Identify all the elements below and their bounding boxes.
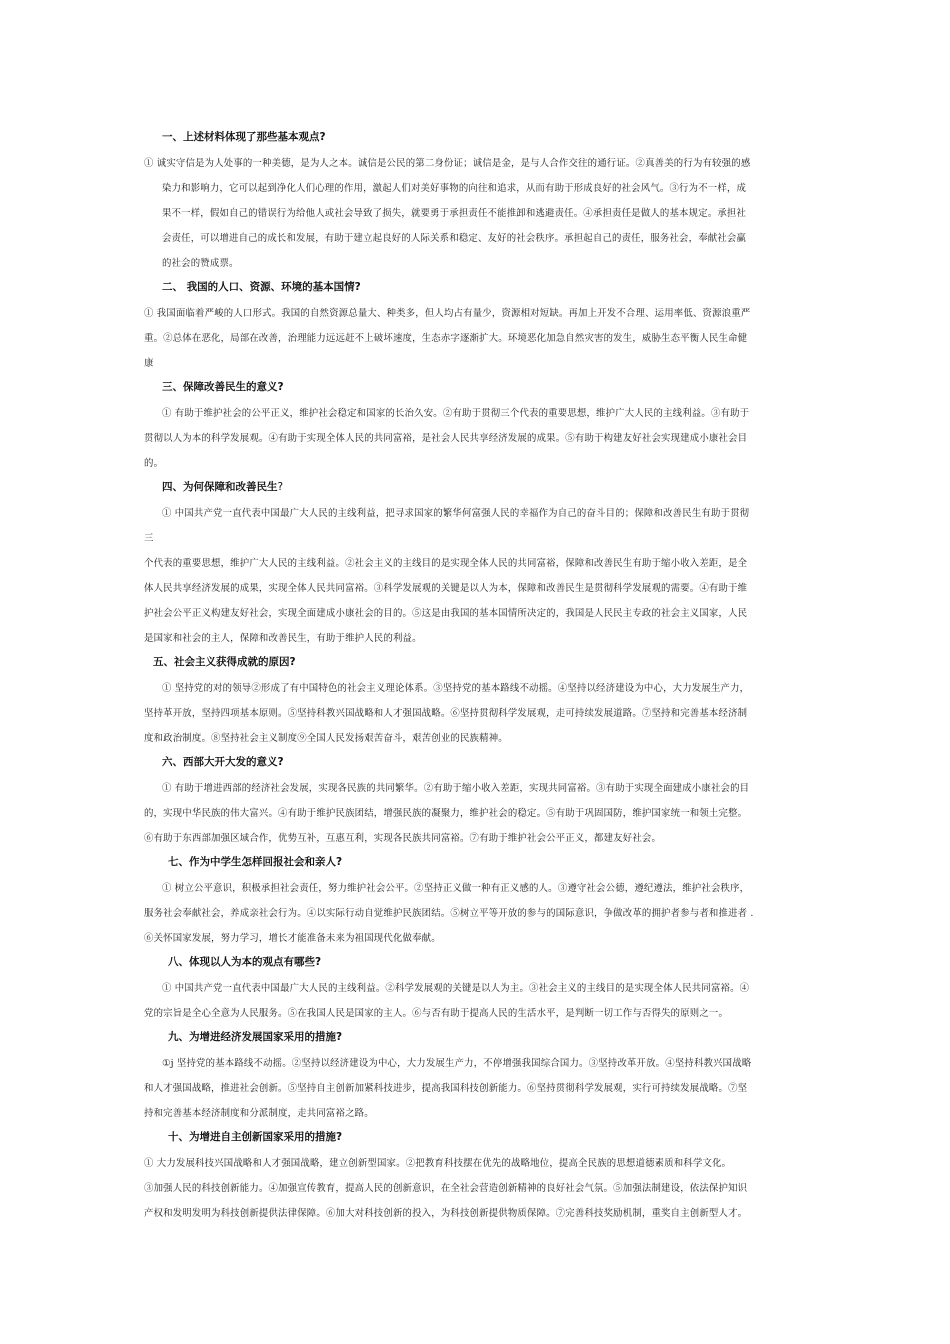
- section-5-line-2: 坚持革开放，坚持四项基本原则。⑤坚持科教兴国战略和人才强国战略。⑥坚持贯彻科学发展观，走可持续发展道路。⑦坚持和完善基本经济制: [144, 708, 748, 719]
- section-1-line-1: ① 诚实守信是为人处事的一种美德，是为人之本。诚信是公民的第二身份证；诚信是金，是与人合作交往的通行证。②真善美的行为有较强的感: [144, 158, 751, 169]
- section-4-heading: [162, 479, 283, 494]
- section-4-line-2: 三: [144, 533, 154, 544]
- section-5-line-1: ① 坚持党的对的领导②形成了有中国特色的社会主义理论体系。③坚持党的基本路线不动摇。④坚持以经济建设为中心，大力发展生产力，: [162, 683, 750, 694]
- section-9-line-2: 和人才强国战略，推进社会创新。⑤坚持自主创新加紧科技进步，提高我国科技创新能力。⑥坚持贯彻科学发展观，实行可持续发展战略。⑦坚: [144, 1083, 748, 1094]
- section-10-line-2: ③加强人民的科技创新能力。④加强宣传教育，提高人民的创新意识，在全社会营造创新精神的良好社会气氛。⑤加强法制建设，依法保护知识: [144, 1183, 748, 1194]
- section-7-line-1: ① 树立公平意识，积极承担社会责任，努力维护社会公平。②坚持正义做一种有正义感的人。③遵守社会公德，遵纪遵法，维护社会秩序，: [162, 883, 750, 894]
- section-6-line-1: ① 有助于增进西部的经济社会发展，实现各民族的共同繁华。②有助于缩小收入差距，实现共同富裕。③有助于实现全面建成小康社会的目: [162, 783, 750, 794]
- section-3-line-3: 的。: [144, 458, 164, 469]
- section-6-line-2: 的，实现中华民族的伟大富兴。④有助于维护民族团结，增强民族的凝聚力，维护社会的稳定。⑤有助于巩固国防，维护国家统一和领土完整。: [144, 808, 748, 819]
- section-6-heading: 六、西部大开大发的意义?: [162, 756, 284, 768]
- section-1-line-5: 的社会的赞成票。: [162, 258, 239, 269]
- section-9-heading: 九、为增进经济发展国家采用的措施?: [168, 1031, 343, 1043]
- section-3-line-1: ① 有助于维护社会的公平正义，维护社会稳定和国家的长治久安。②有助于贯彻三个代表的重要思想，维护广大人民的主线利益。③有助于: [162, 408, 750, 419]
- section-2-line-1: ① 我国面临着严峻的人口形式。我国的自然资源总量大、种类多，但人均占有量少，资源相对短缺。再加上开发不合理、运用率低、资源浪重严: [144, 308, 751, 319]
- section-4-heading-text: 四、为何保障和改善民生: [162, 481, 278, 493]
- section-5-heading: 五、社会主义获得成就的原因?: [153, 656, 296, 668]
- section-8-heading: 八、体现以人为本的观点有哪些?: [168, 956, 322, 968]
- section-10-heading: 十、为增进自主创新国家采用的措施?: [168, 1131, 343, 1143]
- section-4-line-5: 护社会公平正义构建友好社会，实现全面建成小康社会的目的。⑤这是由我国的基本国情所决定的，我国是人民民主专政的社会主义国家，人民: [144, 608, 748, 619]
- section-8-line-2: 党的宗旨是全心全意为人民服务。⑤在我国人民是国家的主人。⑥与否有助于提高人民的生活水平，是判断一切工作与否得失的原则之一。: [144, 1008, 729, 1019]
- section-2-heading: 二、 我国的人口、资源、环境的基本国情?: [162, 281, 361, 293]
- section-4-line-1: ① 中国共产党一直代表中国最广大人民的主线利益，把寻求国家的繁华何富强人民的幸福作为自己的奋斗目的；保障和改善民生有助于贯彻: [162, 508, 750, 519]
- section-2-line-3: 康: [144, 358, 154, 369]
- section-10-line-1: ① 大力发展科技兴国战略和人才强国战略，建立创新型国家。②把教育科技摆在优先的战略地位，提高全民族的思想道德素质和科学文化。: [144, 1158, 732, 1169]
- section-4-line-6: 是国家和社会的主人，保障和改善民生，有助于维护人民的利益。: [144, 633, 422, 644]
- section-9-line-1: ①j 坚持党的基本路线不动摇。②坚持以经济建设为中心，大力发展生产力，不停增强我国综合国力。③坚持改革开放。④坚持科教兴国战略: [162, 1058, 752, 1069]
- section-9-line-3: 持和完善基本经济制度和分派制度，走共同富裕之路。: [144, 1108, 374, 1119]
- section-3-line-2: 贯彻以人为本的科学发展观。④有助于实现全体人民的共同富裕，是社会人民共享经济发展的成果。⑤有助于构建友好社会实现建成小康社会目: [144, 433, 748, 444]
- section-1-line-4: 会责任，可以增进自己的成长和发展，有助于建立起良好的人际关系和稳定、友好的社会秩序。承担起自己的责任，服务社会，奉献社会赢: [162, 233, 747, 244]
- section-4-heading-suffix: ?: [277, 481, 284, 493]
- section-5-line-3: 度和政治制度。⑧坚持社会主义制度⑨全国人民发扬艰苦奋斗，艰苦创业的民族精神。: [144, 733, 508, 744]
- section-1-line-3: 果不一样，假如自己的错误行为给他人或社会导致了损失，就要勇于承担责任不能推卸和逃避责任。④承担责任是做人的基本规定。承担社: [162, 208, 747, 219]
- section-7-line-3: ⑥关怀国家发展，努力学习，增长才能准备未来为祖国现代化做奉献。: [144, 933, 441, 944]
- section-7-line-2: 服务社会奉献社会，养成亲社会行为。④以实际行动自觉维护民族团结。⑤树立平等开放的参与的国际意识，争做改革的拥护者参与者和推进者 .: [144, 908, 754, 919]
- section-4-line-3: 个代表的重要思想，维护广大人民的主线利益。②社会主义的主线目的是实现全体人民的共同富裕，保障和改善民生有助于缩小收入差距，是全: [144, 558, 748, 569]
- section-10-line-3: 产权和发明发明为科技创新提供法律保障。⑥加大对科技创新的投入，为科技创新提供物质保障。⑦完善科技奖励机制，重奖自主创新型人才。: [144, 1208, 748, 1219]
- section-4-line-4: 体人民共享经济发展的成果，实现全体人民共同富裕。③科学发展观的关键是以人为本，保障和改善民生是贯彻科学发展观的需要。④有助于维: [144, 583, 748, 594]
- section-8-line-1: ① 中国共产党一直代表中国最广大人民的主线利益。②科学发展观的关键是以人为主。③社会主义的主线目的是实现全体人民共同富裕。④: [162, 983, 750, 994]
- section-1-line-2: 染力和影响力，它可以起到净化人们心理的作用，激起人们对美好事物的向往和追求，从而有助于形成良好的社会风气。③行为不一样，成: [162, 183, 747, 194]
- section-3-heading: 三、保障改善民生的意义?: [162, 381, 284, 393]
- section-1-heading: 一、上述材料体现了那些基本观点?: [162, 131, 326, 143]
- section-6-line-3: ⑥有助于东西部加强区域合作，优势互补，互惠互利，实现各民族共同富裕。⑦有助于维护社会公平正义，都建友好社会。: [144, 833, 662, 844]
- section-7-heading: 七、作为中学生怎样回报社会和亲人?: [168, 856, 343, 868]
- section-2-line-2: 重。②总体在恶化，局部在改善，治理能力远远赶不上破坏速度，生态赤字逐渐扩大。环境恶化加急自然灾害的发生，威胁生态平衡人民生命健: [144, 333, 748, 344]
